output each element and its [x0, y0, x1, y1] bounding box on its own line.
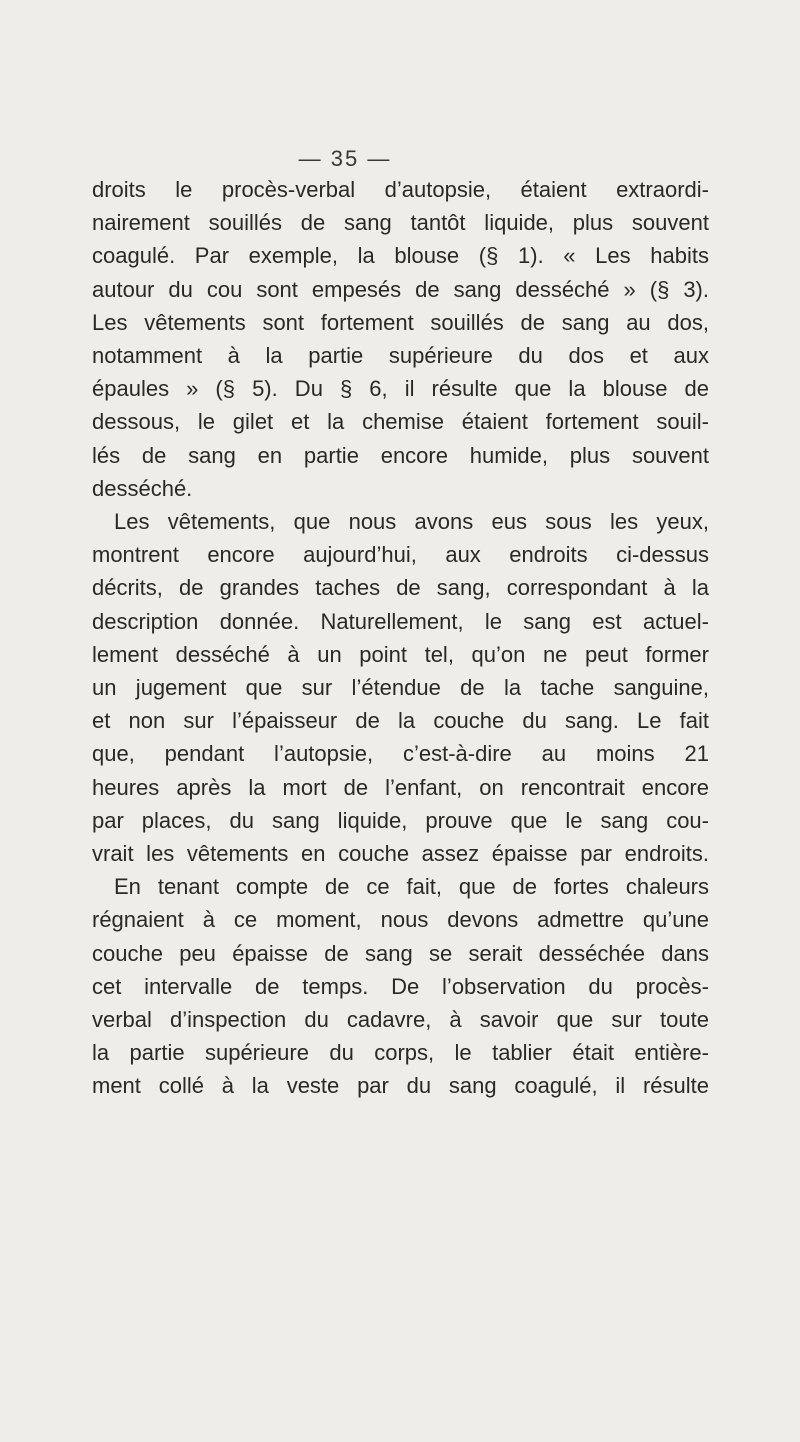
text-line: lement desséché à un point tel, qu’on ne peut former — [92, 641, 709, 667]
text-line: description donnée. Naturellement, le sang est actuel- — [92, 608, 709, 634]
text-line: nairement souillés de sang tantôt liquide, plus souvent — [92, 210, 709, 236]
text-line: épaules » (§ 5). Du § 6, il résulte que la blouse de — [92, 376, 709, 402]
text-line: couche peu épaisse de sang se serait desséchée dans — [92, 940, 709, 966]
text-line: En tenant compte de ce fait, que de fortes chaleurs — [114, 874, 709, 900]
text-line: desséché. — [92, 475, 193, 501]
page-number: — 35 — — [298, 146, 392, 171]
text-line: autour du cou sont empesés de sang desséché » (§ 3). — [92, 276, 709, 302]
text-line: lés de sang en partie encore humide, plus souvent — [92, 442, 709, 468]
text-line: vrait les vêtements en couche assez épaisse par endroits. — [92, 841, 709, 867]
text-line: notamment à la partie supérieure du dos et aux — [92, 343, 709, 369]
text-line: coagulé. Par exemple, la blouse (§ 1). « Les habits — [92, 243, 709, 269]
text-line: cet intervalle de temps. De l’observation du procès- — [92, 973, 709, 999]
body-text — [92, 173, 709, 1103]
text-line: et non sur l’épaisseur de la couche du sang. Le fait — [92, 708, 709, 734]
text-line: ment collé à la veste par du sang coagulé, il résulte — [92, 1073, 709, 1099]
text-line: régnaient à ce moment, nous devons admettre qu’une — [92, 907, 709, 933]
text-line: un jugement que sur l’étendue de la tache sanguine, — [92, 675, 709, 701]
text-line: heures après la mort de l’enfant, on rencontrait encore — [92, 774, 709, 800]
text-line: la partie supérieure du corps, le tablier était entière- — [92, 1040, 709, 1066]
text-line: montrent encore aujourd’hui, aux endroits ci-dessus — [92, 542, 709, 568]
text-line: dessous, le gilet et la chemise étaient fortement souil- — [92, 409, 709, 435]
text-line: que, pendant l’autopsie, c’est-à-dire au moins 21 — [92, 741, 709, 767]
text-line: par places, du sang liquide, prouve que le sang cou- — [92, 807, 709, 833]
text-line: décrits, de grandes taches de sang, correspondant à la — [92, 575, 709, 601]
text-line: droits le procès-verbal d’autopsie, étaient extraordi- — [92, 177, 709, 202]
text-line: verbal d’inspection du cadavre, à savoir que sur toute — [92, 1007, 709, 1033]
text-line: Les vêtements, que nous avons eus sous les yeux, — [114, 509, 709, 535]
text-line: Les vêtements sont fortement souillés de sang au dos, — [92, 309, 709, 335]
